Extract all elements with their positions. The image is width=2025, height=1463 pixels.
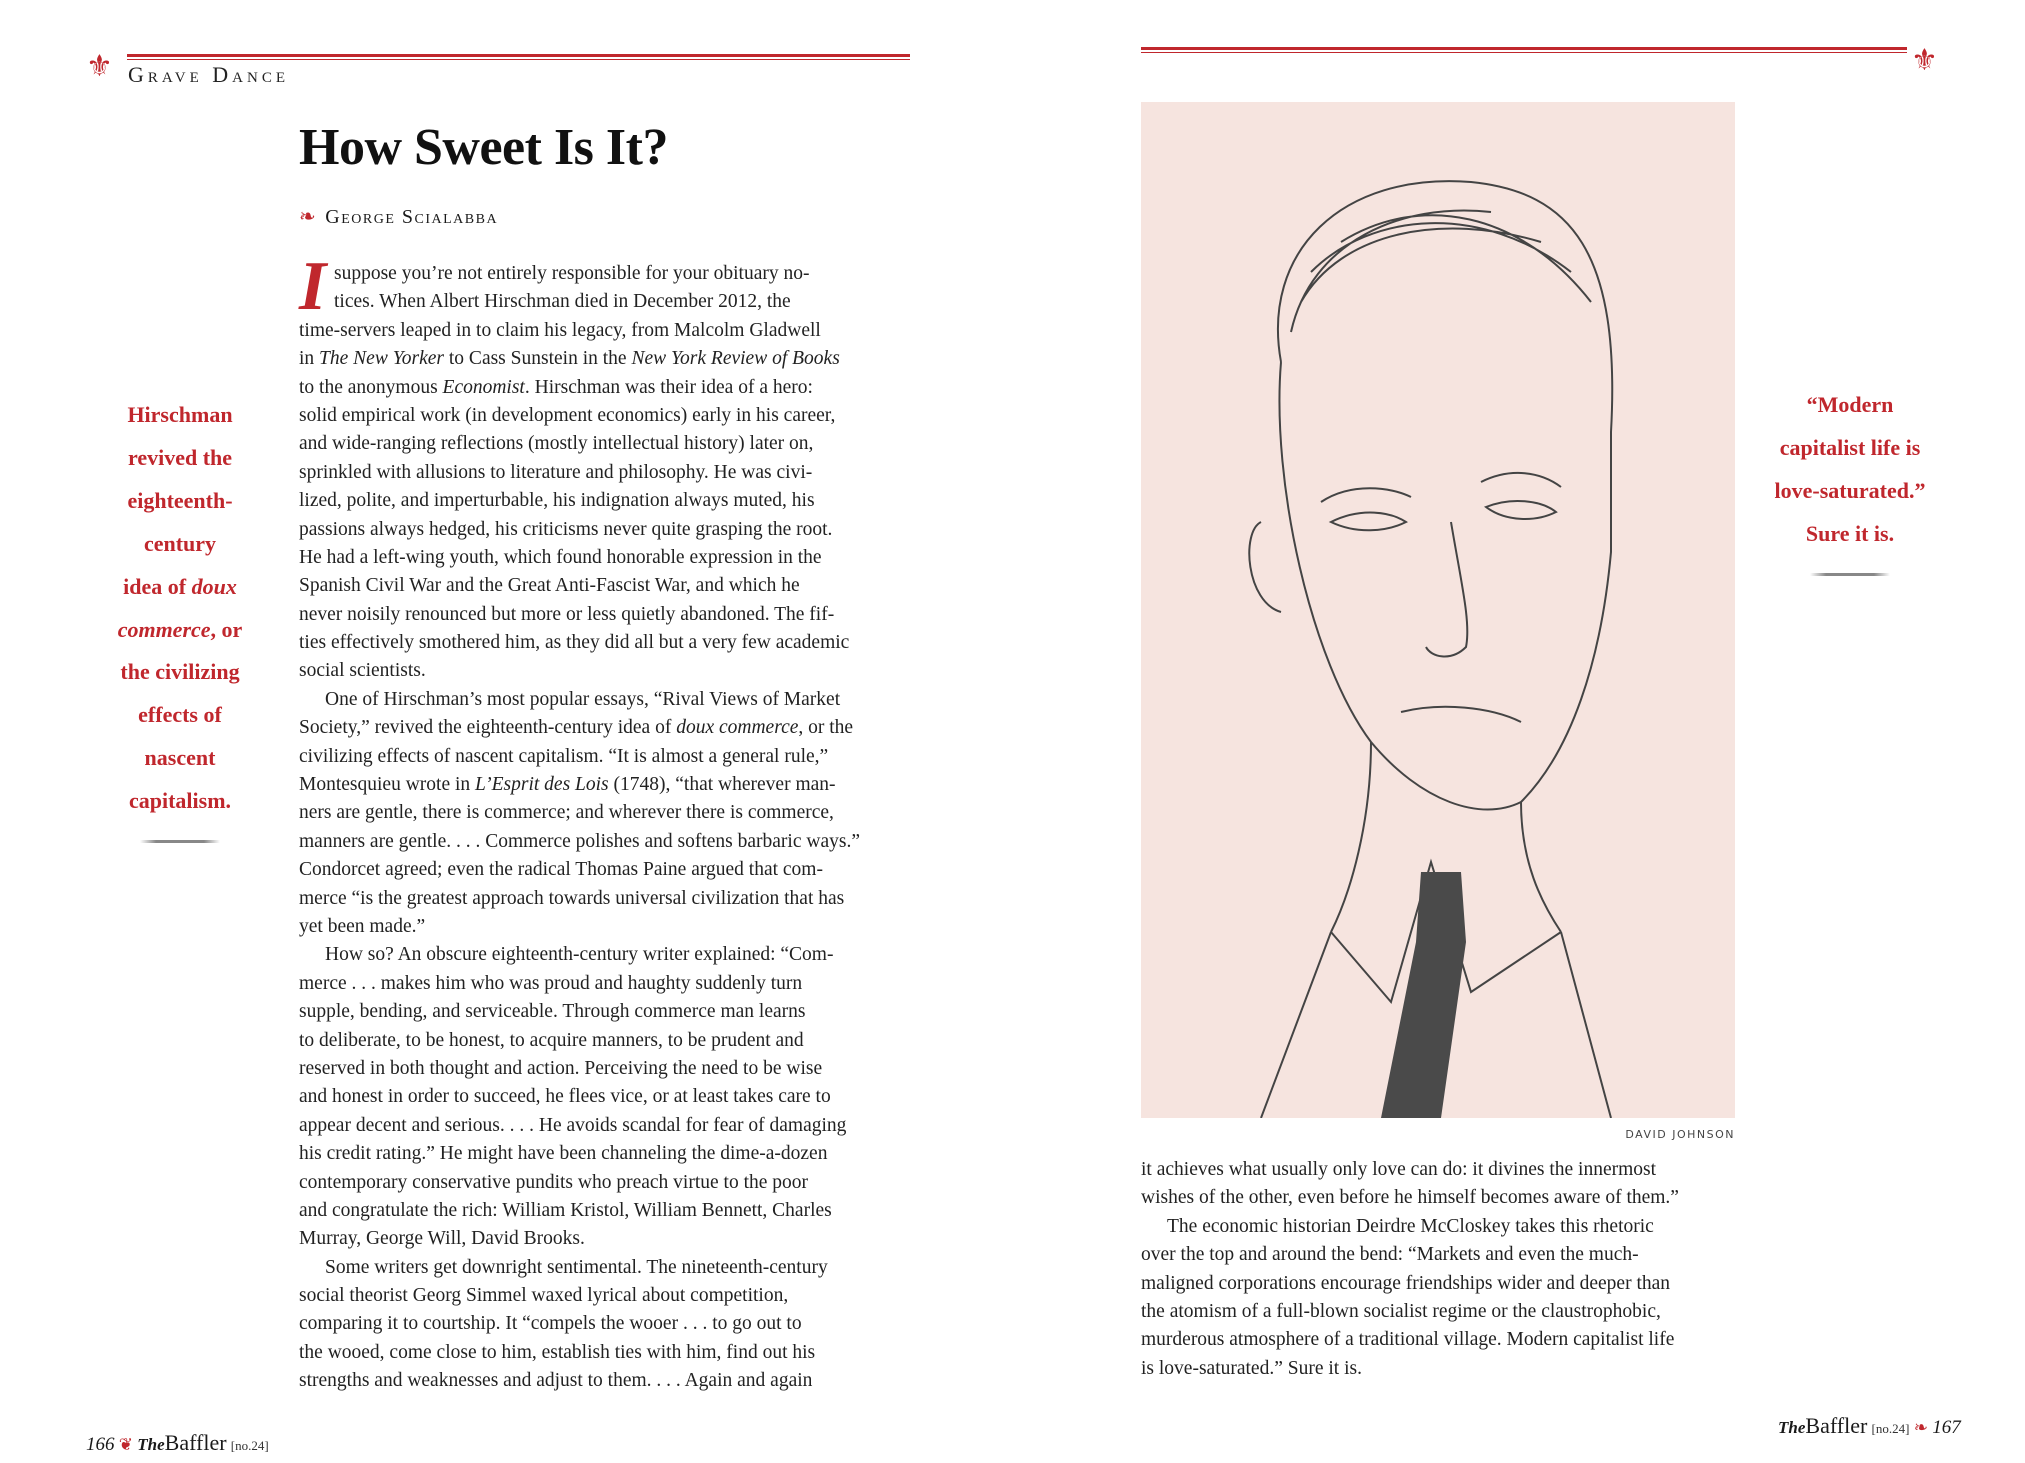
text-segment: the wooed, come close to him, establish ties with him, find out his bbox=[299, 1341, 816, 1363]
text-segment: solid empirical work (in development economics) early in his career, bbox=[299, 404, 836, 426]
text-line bbox=[1141, 1298, 1679, 1326]
italic-text: doux bbox=[191, 573, 237, 599]
page-number: 166 bbox=[86, 1434, 115, 1455]
author-name: George Scialabba bbox=[325, 206, 499, 228]
ornament-icon: ❦ bbox=[118, 1435, 133, 1454]
italic-text: doux commerce bbox=[676, 717, 799, 739]
text-segment: idea of bbox=[123, 573, 192, 599]
article-title: How Sweet Is It? bbox=[299, 119, 668, 176]
text-line bbox=[95, 609, 265, 652]
italic-text: Economist bbox=[442, 376, 525, 398]
text-line bbox=[1141, 1184, 1679, 1212]
text-line bbox=[299, 771, 860, 799]
text-segment: ners are gentle, there is commerce; and wherever there is commerce, bbox=[299, 802, 834, 824]
text-line bbox=[95, 394, 265, 437]
text-segment: passions always hedged, his criticisms never quite grasping the root. bbox=[299, 518, 833, 540]
text-segment: Condorcet agreed; even the radical Thomas Paine argued that com- bbox=[299, 859, 823, 881]
text-segment: Spanish Civil War and the Great Anti-Fascist War, and which he bbox=[299, 575, 800, 597]
text-segment: merce “is the greatest approach towards universal civilization that has bbox=[299, 887, 845, 909]
text-line bbox=[299, 1225, 860, 1253]
fleur-de-lis-icon: ⚜ bbox=[86, 50, 113, 83]
text-line bbox=[299, 374, 860, 402]
text-segment: tices. When Albert Hirschman died in December 2012, the bbox=[334, 291, 791, 313]
magazine-name: Baffler bbox=[164, 1430, 227, 1455]
text-segment: over the top and around the bend: “Markets and even the much- bbox=[1141, 1244, 1639, 1266]
text-segment: Society,” revived the eighteenth-century idea of bbox=[299, 717, 677, 739]
folio-right bbox=[1778, 1413, 1961, 1439]
magazine-the: The bbox=[137, 1435, 165, 1454]
text-segment: capitalism. bbox=[128, 788, 232, 814]
text-segment: nascent bbox=[144, 745, 216, 771]
text-segment: and congratulate the rich: William Kristol, William Bennett, Charles bbox=[299, 1199, 832, 1221]
text-segment: murderous atmosphere of a traditional village. Modern capitalist life bbox=[1141, 1329, 1675, 1351]
text-segment: to deliberate, to be honest, to acquire manners, to be prudent and bbox=[299, 1029, 804, 1051]
text-line bbox=[299, 1055, 860, 1083]
text-segment: , or bbox=[210, 616, 243, 642]
text-line bbox=[1141, 1213, 1679, 1241]
text-segment: manners are gentle. . . . Commerce polishes and softens barbaric ways.” bbox=[299, 830, 860, 852]
text-line bbox=[299, 970, 860, 998]
text-segment: Hirschman bbox=[127, 402, 233, 427]
text-segment: his credit rating.” He might have been channeling the dime-a-dozen bbox=[299, 1143, 828, 1165]
text-segment: and honest in order to succeed, he flees vice, or at least takes care to bbox=[299, 1086, 831, 1108]
text-line bbox=[299, 885, 860, 913]
text-line bbox=[1141, 1241, 1679, 1269]
text-segment: Some writers get downright sentimental. The nineteenth-century bbox=[325, 1256, 828, 1278]
text-segment: (1748), “that wherever man- bbox=[608, 774, 836, 796]
text-segment: . Hirschman was their idea of a hero: bbox=[524, 376, 813, 398]
text-line bbox=[299, 941, 860, 969]
text-segment: “Modern bbox=[1806, 392, 1894, 417]
text-line bbox=[299, 1112, 860, 1140]
text-line bbox=[299, 459, 860, 487]
text-segment: strengths and weaknesses and adjust to them. . . . Again and again bbox=[299, 1370, 813, 1392]
text-line bbox=[95, 737, 265, 780]
text-line bbox=[1750, 384, 1950, 427]
italic-text: New York Review of Books bbox=[631, 348, 840, 370]
text-line bbox=[95, 651, 265, 694]
text-segment: social scientists. bbox=[299, 660, 426, 682]
issue-number: [no.24] bbox=[1871, 1421, 1910, 1436]
text-segment: Montesquieu wrote in bbox=[299, 774, 476, 796]
text-line bbox=[299, 714, 860, 742]
text-segment: lized, polite, and imperturbable, his indignation always muted, his bbox=[299, 490, 815, 512]
text-line bbox=[1141, 1270, 1679, 1298]
header-rule bbox=[127, 54, 910, 60]
text-line bbox=[299, 629, 860, 657]
pull-quote-left bbox=[95, 394, 265, 823]
text-segment: supple, bending, and serviceable. Through commerce man learns bbox=[299, 1001, 806, 1023]
text-segment: eighteenth- bbox=[127, 487, 233, 513]
text-segment: sprinkled with allusions to literature and philosophy. He was civi- bbox=[299, 461, 813, 483]
text-line bbox=[299, 601, 860, 629]
text-line bbox=[1750, 470, 1950, 513]
fleur-de-lis-icon: ⚜ bbox=[1911, 44, 1938, 77]
text-segment: reserved in both thought and action. Perceiving the need to be wise bbox=[299, 1057, 823, 1079]
text-segment: comparing it to courtship. It “compels the wooer . . . to go out to bbox=[299, 1313, 802, 1335]
text-line bbox=[299, 260, 860, 288]
text-segment: effects of bbox=[138, 702, 222, 728]
text-line bbox=[299, 430, 860, 458]
section-label: Grave Dance bbox=[128, 62, 290, 87]
ornament-divider bbox=[140, 840, 220, 843]
text-line bbox=[299, 913, 860, 941]
italic-text: The New Yorker bbox=[319, 348, 445, 370]
drop-cap: I bbox=[299, 248, 327, 325]
text-segment: appear decent and serious. . . . He avoids scandal for fear of damaging bbox=[299, 1114, 847, 1136]
text-segment: the atomism of a full-blown socialist regime or the claustrophobic, bbox=[1141, 1300, 1661, 1322]
text-line bbox=[299, 516, 860, 544]
text-line bbox=[1750, 513, 1950, 556]
text-line bbox=[299, 317, 860, 345]
article-body-right bbox=[1141, 1156, 1679, 1383]
text-segment: He had a left-wing youth, which found honorable expression in the bbox=[299, 546, 822, 568]
text-segment: The economic historian Deirdre McCloskey takes this rhetoric bbox=[1167, 1215, 1654, 1237]
text-segment: century bbox=[143, 530, 217, 556]
magazine-the: The bbox=[1778, 1418, 1806, 1437]
text-segment: ties effectively smothered him, as they did all but a very few academic bbox=[299, 632, 850, 654]
text-line bbox=[299, 1310, 860, 1338]
text-line bbox=[299, 743, 860, 771]
text-line bbox=[299, 1254, 860, 1282]
text-line bbox=[95, 694, 265, 737]
header-rule-right bbox=[1141, 47, 1907, 53]
text-segment: the civilizing bbox=[120, 659, 240, 685]
text-line bbox=[299, 1169, 860, 1197]
text-segment: wishes of the other, even before he himself becomes aware of them.” bbox=[1141, 1187, 1679, 1209]
text-line bbox=[299, 1282, 860, 1310]
text-line bbox=[299, 288, 860, 316]
text-line bbox=[299, 828, 860, 856]
text-segment: capitalist life is bbox=[1779, 434, 1921, 460]
text-segment: time-servers leaped in to claim his legacy, from Malcolm Gladwell bbox=[299, 319, 821, 341]
text-line bbox=[299, 799, 860, 827]
text-line bbox=[299, 1140, 860, 1168]
byline bbox=[299, 204, 498, 229]
text-segment: never noisily renounced but more or less quietly abandoned. The fif- bbox=[299, 603, 835, 625]
issue-number: [no.24] bbox=[230, 1438, 269, 1453]
text-segment: to the anonymous bbox=[299, 376, 443, 398]
text-line bbox=[95, 780, 265, 823]
text-segment: social theorist Georg Simmel waxed lyrical about competition, bbox=[299, 1285, 789, 1307]
text-line bbox=[1141, 1156, 1679, 1184]
text-line bbox=[299, 572, 860, 600]
ornament-icon: ❧ bbox=[1913, 1418, 1928, 1437]
text-segment: Sure it is. bbox=[1805, 520, 1895, 546]
text-segment: suppose you’re not entirely responsible for your obituary no- bbox=[334, 263, 810, 284]
text-line bbox=[95, 437, 265, 480]
ornament-divider bbox=[1810, 573, 1890, 576]
text-line bbox=[95, 566, 265, 609]
text-segment: to Cass Sunstein in the bbox=[444, 348, 632, 370]
text-line bbox=[95, 480, 265, 523]
text-line bbox=[1750, 427, 1950, 470]
pull-quote-right bbox=[1750, 384, 1950, 556]
text-line bbox=[1141, 1355, 1679, 1383]
text-segment: civilizing effects of nascent capitalism. “It is almost a general rule,” bbox=[299, 745, 829, 767]
illustration-credit: DAVID JOHNSON bbox=[1625, 1128, 1735, 1141]
text-line bbox=[299, 402, 860, 430]
text-segment: maligned corporations encourage friendships wider and deeper than bbox=[1141, 1272, 1671, 1294]
text-segment: How so? An obscure eighteenth-century writer explained: “Com- bbox=[325, 944, 834, 966]
text-line bbox=[299, 1367, 860, 1395]
text-segment: yet been made.” bbox=[299, 915, 426, 937]
text-line bbox=[95, 523, 265, 566]
italic-text: commerce bbox=[117, 616, 211, 642]
text-line bbox=[299, 1197, 860, 1225]
text-segment: merce . . . makes him who was proud and haughty suddenly turn bbox=[299, 972, 803, 994]
text-line bbox=[1141, 1326, 1679, 1354]
text-line bbox=[299, 487, 860, 515]
text-line bbox=[299, 686, 860, 714]
text-segment: contemporary conservative pundits who preach virtue to the poor bbox=[299, 1171, 809, 1193]
text-segment: revived the bbox=[127, 444, 233, 470]
text-line bbox=[299, 856, 860, 884]
text-line bbox=[299, 657, 860, 685]
text-line bbox=[299, 998, 860, 1026]
text-line bbox=[299, 1083, 860, 1111]
article-body-left bbox=[299, 260, 860, 1396]
folio-left bbox=[86, 1430, 269, 1456]
page-number: 167 bbox=[1932, 1417, 1961, 1438]
fleuron-icon: ❧ bbox=[299, 206, 318, 228]
portrait-illustration bbox=[1141, 102, 1735, 1118]
text-segment: is love-saturated.” Sure it is. bbox=[1141, 1357, 1362, 1379]
text-segment: , or the bbox=[798, 717, 854, 739]
text-segment: love-saturated.” bbox=[1774, 477, 1926, 503]
text-line bbox=[299, 1339, 860, 1367]
text-segment: One of Hirschman’s most popular essays, “Rival Views of Market bbox=[325, 688, 841, 710]
italic-text: L’Esprit des Lois bbox=[475, 774, 609, 796]
text-segment: it achieves what usually only love can do: it divines the innermost bbox=[1141, 1159, 1657, 1180]
text-line bbox=[299, 1027, 860, 1055]
magazine-name: Baffler bbox=[1805, 1413, 1868, 1438]
text-segment: in bbox=[299, 348, 320, 370]
text-line bbox=[299, 544, 860, 572]
text-line bbox=[299, 345, 860, 373]
text-segment: Murray, George Will, David Brooks. bbox=[299, 1228, 585, 1250]
text-segment: and wide-ranging reflections (mostly intellectual history) later on, bbox=[299, 433, 814, 455]
